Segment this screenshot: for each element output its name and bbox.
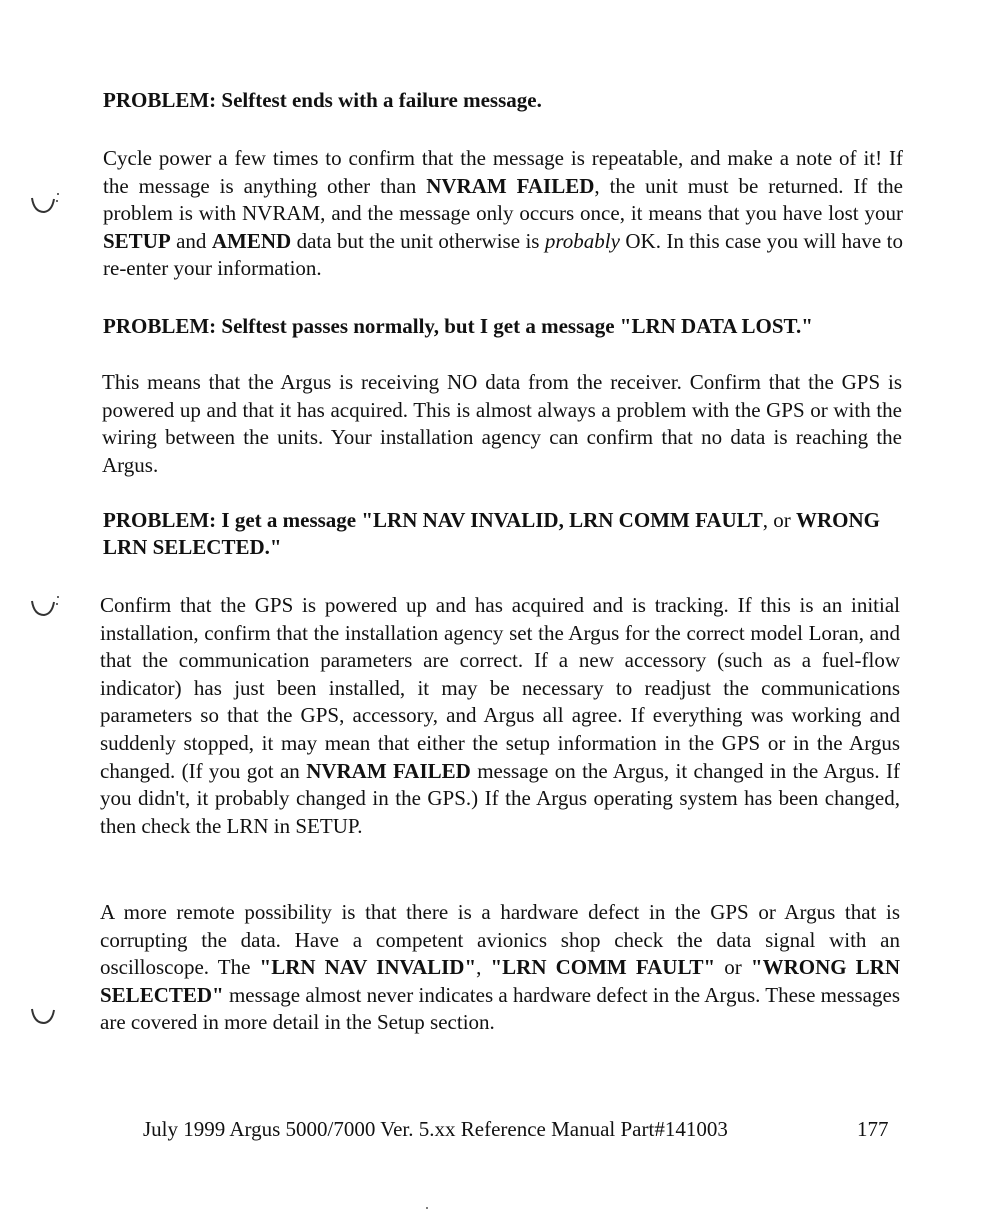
problem-1-heading: PROBLEM: Selftest ends with a failure message. <box>103 88 542 112</box>
text-run: NVRAM FAILED <box>306 758 471 783</box>
text-run: , or <box>762 508 797 532</box>
text-run: NVRAM FAILED <box>426 173 595 198</box>
problem-1-paragraph <box>103 145 903 283</box>
text-run: AMEND <box>211 228 292 253</box>
binder-hole-mark-icon <box>26 190 62 220</box>
page-number: 177 <box>857 1117 889 1141</box>
text-run: PROBLEM: I get a message "LRN NAV INVALID, LRN COMM FAULT <box>103 508 763 532</box>
text-run: Confirm that the GPS is powered up and has acquired and is tracking. If this is an initial installation, confirm that the installation agency set the Argus for the correct model Loran, and that the communication parameters are correct. If a new accessory (such as a fuel-flow indicator) has just been installed, it may be necessary to readjust the communications parameters so that the GPS, accessory, and Argus all agree. If everything was working and suddenly stopped, it may mean that either the setup information in the GPS or in the Argus changed. (If you got an <box>100 593 900 783</box>
page-footer <box>143 1115 903 1143</box>
text-run: , the unit must be returned. If the problem is with NVRAM, and the message only occurs once, it means that you have lost your <box>103 173 903 226</box>
text-run: data but the unit otherwise is <box>291 228 545 253</box>
problem-3-heading <box>103 507 903 561</box>
text-run: message almost never indicates a hardware defect in the Argus. These messages are covered in more detail in the Setup section. <box>100 982 900 1035</box>
problem-2-heading: PROBLEM: Selftest passes normally, but I get a message "LRN DATA LOST." <box>103 314 813 338</box>
text-run: SETUP <box>103 228 171 253</box>
text-run: and <box>170 228 212 253</box>
scan-speck <box>426 1207 428 1209</box>
text-run: "LRN COMM FAULT" <box>490 955 716 980</box>
binder-hole-mark-icon <box>26 1001 62 1031</box>
text-run: A more remote possibility is that there is a hardware defect in the GPS or Argus that is corrupting the data. Have a competent avionics shop check the data signal with an oscilloscope. The <box>100 900 900 980</box>
problem-3-paragraph-2 <box>100 899 900 1037</box>
text-run: message on the Argus, it changed in the Argus. If you didn't, it probably changed in the GPS.) If the Argus operating system has been changed, then check the LRN in SETUP. <box>100 758 900 838</box>
text-run: This means that the Argus is receiving NO data from the receiver. Confirm that the GPS is powered up and that it has acquired. This is almost always a problem with the GPS or with the wiring between the units. Your installation agency can confirm that no data is reaching the Argus. <box>102 370 902 477</box>
text-run: WRONG LRN SELECTED." <box>103 508 881 559</box>
text-run: "WRONG LRN SELECTED" <box>100 955 901 1007</box>
text-run: or <box>715 955 751 980</box>
binder-hole-mark-icon <box>26 593 62 623</box>
text-run: Cycle power a few times to confirm that the message is repeatable, and make a note of it! If the message is anything other than <box>103 146 903 198</box>
text-run: OK. In this case you will have to re-enter your information. <box>103 228 903 281</box>
footer-text: July 1999 Argus 5000/7000 Ver. 5.xx Reference Manual Part#141003 <box>143 1117 728 1141</box>
text-run: , <box>476 955 491 980</box>
problem-3-paragraph-1 <box>100 592 900 840</box>
text-run: probably <box>544 228 620 253</box>
text-run: "LRN NAV INVALID" <box>259 955 477 980</box>
problem-2-paragraph <box>102 369 902 479</box>
